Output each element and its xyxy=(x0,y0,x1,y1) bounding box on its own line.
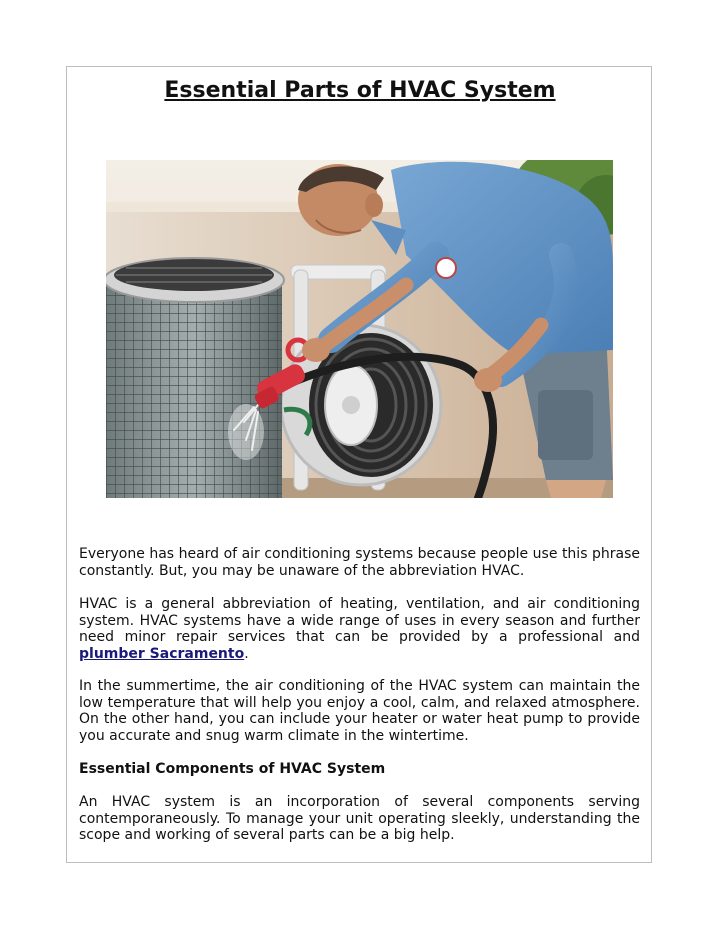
components-subheading: Essential Components of HVAC System xyxy=(79,761,386,777)
hvac-definition-paragraph xyxy=(79,596,640,662)
paragraph-2-text: HVAC is a general abbreviation of heating, ventilation, and air conditioning system. HVAC systems have a wide range of uses in every season and further need minor repair services that can be provided by a professional and xyxy=(79,596,640,646)
intro-paragraph: Everyone has heard of air conditioning systems because people use this phrase constantly. But, you may be unaware of the abbreviation HVAC. xyxy=(79,546,640,579)
seasonal-use-paragraph: In the summertime, the air conditioning of the HVAC system can maintain the low temperature that will help you enjoy a cool, calm, and relaxed atmosphere. On the other hand, you can include your heater or water heat pump to provide you accurate and snug warm climate in the wintertime. xyxy=(79,678,640,744)
page-title: Essential Parts of HVAC System xyxy=(164,78,556,103)
paragraph-2-end: . xyxy=(244,645,249,662)
hvac-technician-photo xyxy=(106,160,613,498)
components-paragraph: An HVAC system is an incorporation of several components serving contemporaneously. To manage your unit operating sleekly, understanding the scope and working of several parts can be a big help. xyxy=(79,794,640,844)
plumber-sacramento-link[interactable]: plumber Sacramento xyxy=(79,645,245,662)
